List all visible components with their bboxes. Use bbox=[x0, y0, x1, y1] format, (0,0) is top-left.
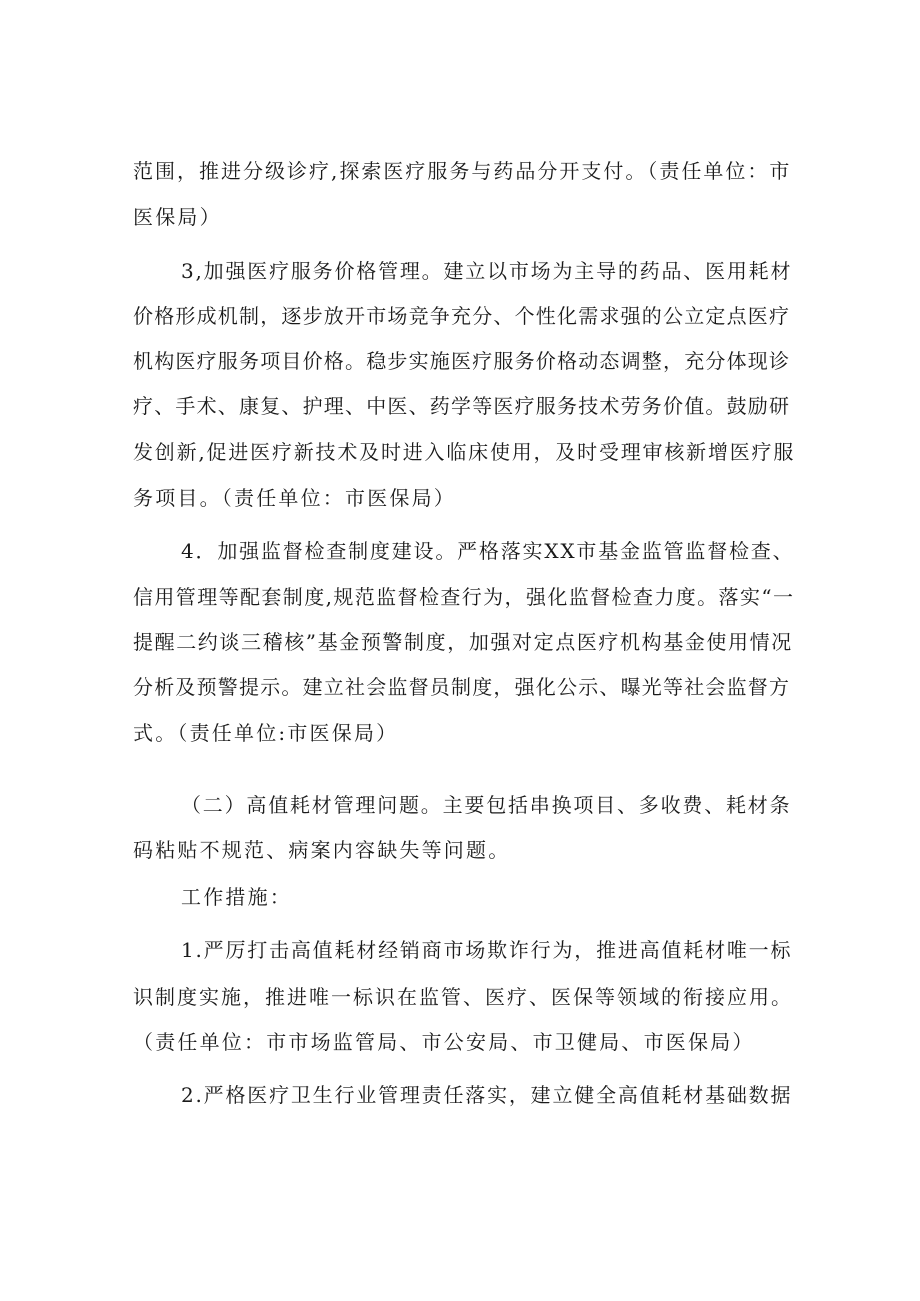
text-line: 工作措施： bbox=[181, 885, 292, 909]
text-line: 码粘贴不规范、病案内容缺失等问题。 bbox=[133, 838, 511, 862]
text-line: 1.严厉打击高值耗材经销商市场欺诈行为，推进高值耗材唯一标 bbox=[181, 938, 793, 962]
text-line: 提醒二约谈三稽核”基金预警制度，加强对定点医疗机构基金使用情况 bbox=[133, 630, 793, 654]
text-line: 发创新,促进医疗新技术及时进入临床使用，及时受理审核新增医疗服 bbox=[133, 440, 796, 464]
text-line: 2.严格医疗卫生行业管理责任落实，建立健全高值耗材基础数据 bbox=[181, 1083, 793, 1107]
text-line: 3,加强医疗服务价格管理。建立以市场为主导的药品、医用耗材 bbox=[181, 259, 793, 283]
text-line: （责任单位：市市场监管局、市公安局、市卫健局、市医保局） bbox=[133, 1030, 755, 1054]
text-line: 识制度实施，推进唯一标识在监管、医疗、医保等领域的衔接应用。 bbox=[133, 985, 793, 1009]
section-heading: （二）高值耗材管理问题。主要包括串换项目、多收费、耗材条 bbox=[181, 793, 792, 817]
text-line: 机构医疗服务项目价格。稳步实施医疗服务价格动态调整，充分体现诊 bbox=[133, 349, 791, 373]
text-line: 范围，推进分级诊疗,探索医疗服务与药品分开支付。（责任单位：市 bbox=[133, 159, 792, 183]
text-line: 信用管理等配套制度,规范监督检查行为，强化监督检查力度。落实“一 bbox=[133, 585, 795, 609]
text-line: 价格形成机制，逐步放开市场竞争充分、个性化需求强的公立定点医疗 bbox=[133, 304, 791, 328]
text-line: 4．加强监督检查制度建设。严格落实XX市基金监管监督检查、 bbox=[181, 539, 795, 563]
text-line: 式。（责任单位:市医保局） bbox=[133, 721, 399, 745]
text-line: 医保局） bbox=[133, 205, 222, 229]
text-line: 务项目。（责任单位：市医保局） bbox=[133, 486, 456, 510]
text-line: 分析及预警提示。建立社会监督员制度，强化公示、曝光等社会监督方 bbox=[133, 675, 791, 699]
text-line: 疗、手术、康复、护理、中医、药学等医疗服务技术劳务价值。鼓励研 bbox=[133, 394, 791, 418]
